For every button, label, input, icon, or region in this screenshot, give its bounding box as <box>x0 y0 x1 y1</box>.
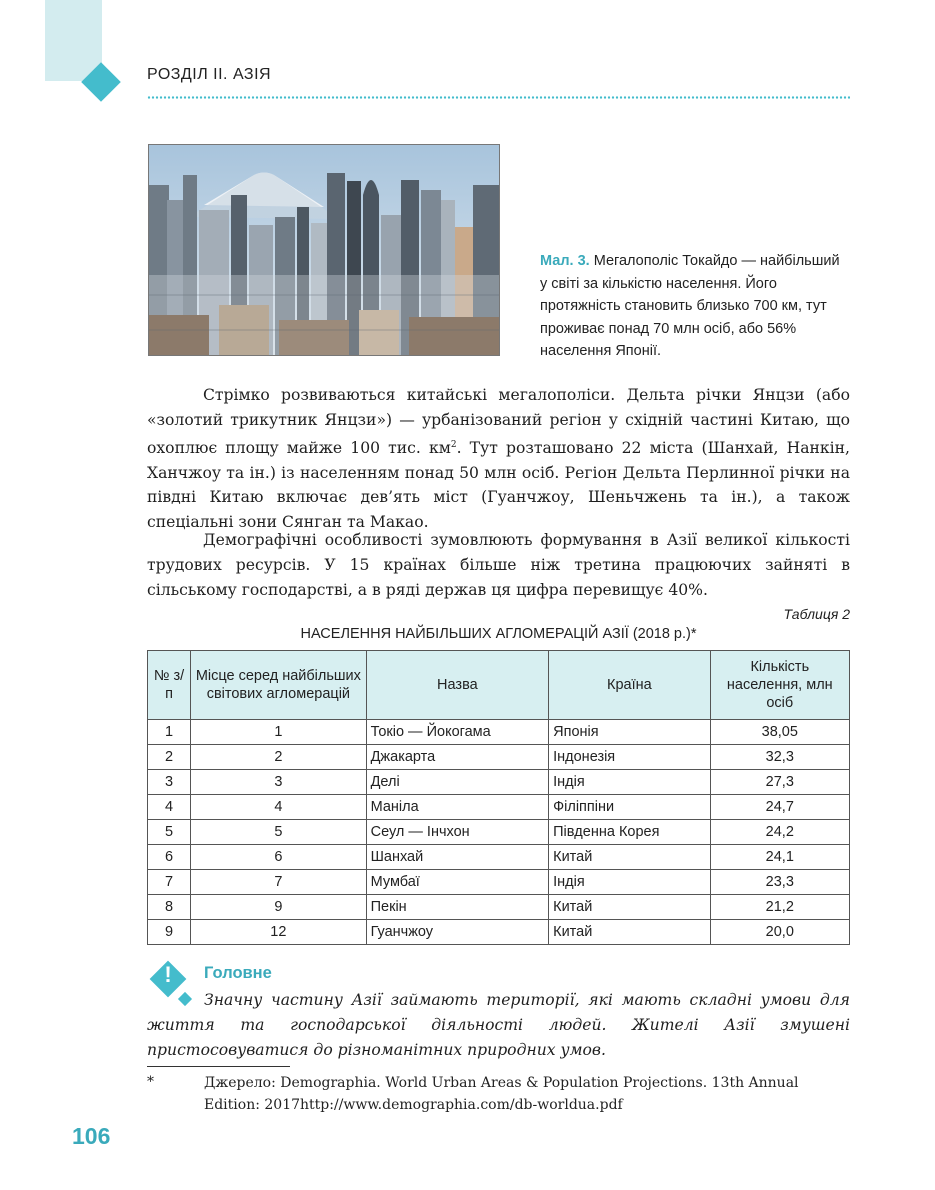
row-name: Делі <box>366 770 549 795</box>
main-text: Значну частину Азії займають території, які мають складні умови для життя та господарської діяльності людей. Жителі Азії змушені пристосовуватися до різноманітних природних умов. <box>147 991 850 1059</box>
footnote-text: Джерело: Demographia. World Urban Areas & Population Projections. 13th Annual Edition: 2017http://www.demographia.com/db-worldua.pdf <box>204 1075 799 1113</box>
row-name: Гуанчжоу <box>366 920 549 945</box>
row-population: 38,05 <box>710 720 849 745</box>
row-population: 23,3 <box>710 870 849 895</box>
row-no: 6 <box>148 845 191 870</box>
table-body <box>148 720 850 945</box>
header-dotted-divider <box>147 95 850 100</box>
row-population: 20,0 <box>710 920 849 945</box>
row-country: Китай <box>549 920 710 945</box>
row-country: Індія <box>549 770 710 795</box>
row-rank: 5 <box>191 820 367 845</box>
row-rank: 7 <box>191 870 367 895</box>
row-country: Китай <box>549 845 710 870</box>
table-row <box>148 795 850 820</box>
row-no: 9 <box>148 920 191 945</box>
table-row <box>148 745 850 770</box>
row-name: Пекін <box>366 895 549 920</box>
row-population: 32,3 <box>710 745 849 770</box>
header-country: Країна <box>549 651 710 720</box>
row-no: 2 <box>148 745 191 770</box>
table-row <box>148 720 850 745</box>
row-no: 1 <box>148 720 191 745</box>
row-rank: 12 <box>191 920 367 945</box>
row-population: 21,2 <box>710 895 849 920</box>
row-name: Шанхай <box>366 845 549 870</box>
table-row <box>148 820 850 845</box>
main-heading: Головне <box>204 964 272 982</box>
header-rank: Місце серед найбільших світових агломерацій <box>191 651 367 720</box>
table-label: Таблиця 2 <box>783 606 850 622</box>
table-row <box>148 870 850 895</box>
figure-caption-text: Мегалополіс Токайдо — найбільший у світі за кількістю населення. Його протяжність становить близько 700 км, тут проживає понад 70 млн осіб, або 56% населення Японії. <box>540 253 840 359</box>
row-population: 24,2 <box>710 820 849 845</box>
row-country: Китай <box>549 895 710 920</box>
footnote-divider <box>147 1066 290 1067</box>
row-rank: 1 <box>191 720 367 745</box>
agglomerations-table <box>147 650 850 945</box>
row-no: 4 <box>148 795 191 820</box>
row-name: Сеул — Інчхон <box>366 820 549 845</box>
row-population: 24,1 <box>710 845 849 870</box>
page-number: 106 <box>72 1123 111 1149</box>
footnote-marker: * <box>147 1074 154 1090</box>
row-country: Японія <box>549 720 710 745</box>
row-country: Індія <box>549 870 710 895</box>
table-header-row <box>148 651 850 720</box>
section-title: РОЗДІЛ ІІ. АЗІЯ <box>147 66 272 83</box>
row-rank: 2 <box>191 745 367 770</box>
row-population: 27,3 <box>710 770 849 795</box>
row-rank: 6 <box>191 845 367 870</box>
paragraph-megalopolises: Стрімко розвиваються китайські мегалополіси. Дельта річки Янцзи (або «золотий трикутник Янцзи») — урбанізований регіон у східній частині Китаю, що охоплює площу майже 100 тис. $км^2$. Тут розташовано 22 міста (Шанхай, Нанкін, Ханчжоу та ін.) із населенням понад 50 млн осіб. Регіон Дельта Перлинної річки на півдні Китаю включає дев’ять міст (Гуанчжоу, Шеньчжень та ін.), а також спеціальні зони Сянган та Макао. <box>147 386 850 532</box>
figure-caption <box>540 250 850 363</box>
row-rank: 4 <box>191 795 367 820</box>
row-no: 8 <box>148 895 191 920</box>
table-title: НАСЕЛЕННЯ НАЙБІЛЬШИХ АГЛОМЕРАЦІЙ АЗІЇ (2018 р.)* <box>300 626 697 642</box>
header-name: Назва <box>366 651 549 720</box>
tokaido-skyline-photo <box>148 144 500 356</box>
row-name: Маніла <box>366 795 549 820</box>
row-population: 24,7 <box>710 795 849 820</box>
row-no: 3 <box>148 770 191 795</box>
row-rank: 3 <box>191 770 367 795</box>
table-row <box>148 920 850 945</box>
row-name: Мумбаї <box>366 870 549 895</box>
table-row <box>148 845 850 870</box>
row-no: 5 <box>148 820 191 845</box>
paragraph-demographics: Демографічні особливості зумовлюють формування в Азії великої кількості трудових ресурсів. У 15 країнах більше ніж третина працюючих зайняті в сільському господарстві, а в ряді держав ця цифра перевищує 40%. <box>147 531 850 599</box>
figure-label: Мал. 3. <box>540 253 590 269</box>
row-rank: 9 <box>191 895 367 920</box>
table-row <box>148 770 850 795</box>
row-no: 7 <box>148 870 191 895</box>
row-country: Індонезія <box>549 745 710 770</box>
row-country: Філіппіни <box>549 795 710 820</box>
header-population: Кількість населення, млн осіб <box>710 651 849 720</box>
row-name: Джакарта <box>366 745 549 770</box>
row-name: Токіо — Йокогама <box>366 720 549 745</box>
row-country: Південна Корея <box>549 820 710 845</box>
table-row <box>148 895 850 920</box>
header-no: № з/п <box>148 651 191 720</box>
exclamation-icon: ! <box>164 962 172 987</box>
